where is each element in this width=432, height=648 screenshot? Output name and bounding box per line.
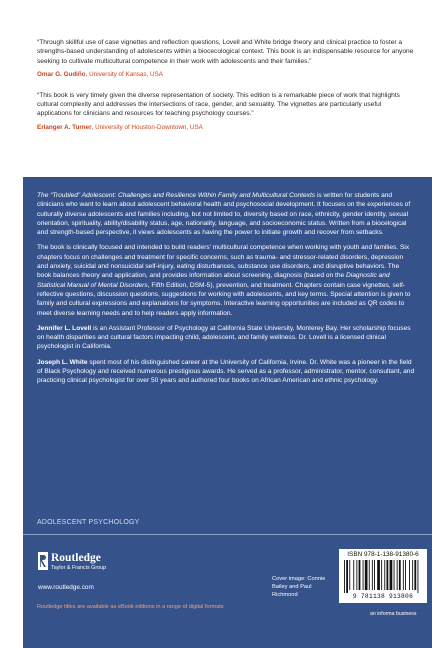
endorsement-quote-1: “Through skillful use of case vignettes and reflection questions, Lovell and White bridge theory and clinical practice to foster a strengths-based understanding of adolescents within a biocecological context. This book is an indispensable resource for anyone seeking to cultivate multicultural competence in their work with adolescents and their families.”: [37, 39, 414, 65]
barcode-bar: [365, 560, 368, 590]
barcode-bar: [363, 560, 364, 590]
barcode-bar: [377, 560, 380, 590]
barcode: [343, 560, 423, 593]
barcode-bar: [384, 560, 385, 590]
author-name-1: Jennifer L. Lovell: [37, 324, 92, 332]
barcode-box: [339, 549, 427, 603]
barcode-number: 9 781138 913806: [352, 593, 414, 600]
endorsement-quote-2: “This book is very timely given the diverse representation of society. This edition is a remarkable piece of work that highlights cultural complexity and addresses the intersections of race, gender, and sexuality. The vignettes are particularly useful applications for clinicians and resources for teaching psychology courses.”: [37, 91, 400, 118]
ebook-note: Routledge titles are available as eBook editions in a range of digital formats: [37, 604, 224, 610]
barcode-bar: [349, 560, 350, 590]
description-section: [37, 191, 415, 392]
barcode-bar: [372, 560, 373, 590]
description-text-1: is written for students and clinicians who want to learn about adolescent behavioral health and psychosocial development. It focuses on the experiences of culturally diverse adolescents and families including, but not limited to, diversity based on race, ethnicity, gender identity, sexual orientation, spirituality, ability/disability status, age, nationality, language, and socioeconomic status. Written from a biocelogical and strength-based perspective, it views adolescents as having the power to initiate growth and recover from setbacks.: [37, 192, 411, 237]
barcode-bar: [387, 560, 389, 590]
isbn-label: ISBN 978-1-138-91380-6: [347, 551, 419, 558]
barcode-bar: [409, 560, 410, 590]
author-bio-text-1: is an Assistant Professor of Psychology at California State University, Monterey Bay. Her scholarship focuses on health disparities and cultural factors impacting child, adolescent, and family wellness. Dr. Lovell is a licensed clinical psychologist in California.: [37, 324, 411, 351]
barcode-bar: [412, 560, 413, 590]
routledge-logo-icon: [38, 552, 48, 570]
barcode-bar: [359, 560, 361, 590]
author-bio-text-2: spent most of his distinguished career at the University of California, Irvine. Dr. White was a pioneer in the field of Black Psychology and received numerous prestigious awards. He served as a professor, administrator, mentor, consultant, and practicing clinical psychologist for over 50 years and authored four books on African American and ethnic psychology.: [37, 358, 415, 385]
book-title: The “Troubled” Adolescent: Challenges and Resilience Within Family and Multicultural Contexts: [37, 192, 316, 199]
barcode-bar: [405, 560, 406, 590]
dsm-title: Diagnostic and Statistical Manual of Mental Disorders: [37, 272, 390, 289]
barcode-bar: [369, 560, 370, 590]
barcode-bar: [353, 560, 354, 590]
barcode-bar: [414, 560, 416, 590]
barcode-bar: [356, 560, 357, 590]
description-text-2b: , Fifth Edition, DSM-5), prevention, and treatment. Chapters contain case vignettes, self-reflective questions, discussion questions, suggestions for working with adolescents, and key terms. Special attention is given to family and cultural expressions and explanations for symptoms. Interactive learning opportunities are included as QR codes to meet diverse learning needs and to help readers apply information.: [37, 281, 411, 317]
endorsement-attribution-1: [37, 70, 414, 79]
barcode-bar: [394, 560, 395, 590]
subject-category: ADOLESCENT PSYCHOLOGY: [37, 519, 140, 526]
endorser-affiliation-1: , University of Kansas, USA: [85, 70, 163, 78]
publisher-name: Routledge: [51, 552, 101, 564]
author-name-2: Joseph L. White: [37, 358, 88, 366]
divider: [23, 534, 432, 535]
barcode-bar: [344, 560, 345, 593]
description-text-2a: The book is clinically focused and intended to build readers’ multicultural competence when working with youth and families. Six chapters focus on challenges and treatment for specific concerns, such as trauma- and stressor-related disorders, depression and anxiety, suicidal and nonsuicidal self-injury, eating disturbances, substance use disorders, and disruptive behaviors. The book balances theory and application, and provides information about screening, diagnosis (based on the: [37, 244, 410, 280]
barcode-bar: [403, 560, 404, 590]
author-bio-2: [37, 358, 415, 386]
barcode-bar: [381, 560, 382, 590]
endorser-name-2: Erlanger A. Turner: [37, 123, 92, 131]
description-paragraph-1: [37, 191, 415, 237]
publisher-website: www.routledge.com: [38, 584, 94, 591]
cover-credit: Cover image: Connie Bailey and Paul Richmond: [272, 576, 326, 598]
endorsement-attribution-2: [37, 123, 414, 132]
barcode-bar: [397, 560, 398, 590]
informa-note: an informa business: [370, 611, 417, 617]
description-paragraph-2: [37, 243, 415, 317]
endorser-name-1: Omar G. Gudiño: [37, 70, 86, 78]
barcode-bar: [399, 560, 401, 590]
author-bio-1: [37, 324, 415, 352]
barcode-bar: [374, 560, 375, 590]
endorsements-section: [23, 0, 432, 177]
barcode-bar: [346, 560, 348, 593]
publisher-group: Taylor & Francis Group: [51, 565, 107, 571]
barcode-bar: [418, 560, 419, 593]
endorser-affiliation-2: , University of Houston-Downtown, USA: [91, 123, 203, 131]
barcode-bar: [390, 560, 393, 590]
